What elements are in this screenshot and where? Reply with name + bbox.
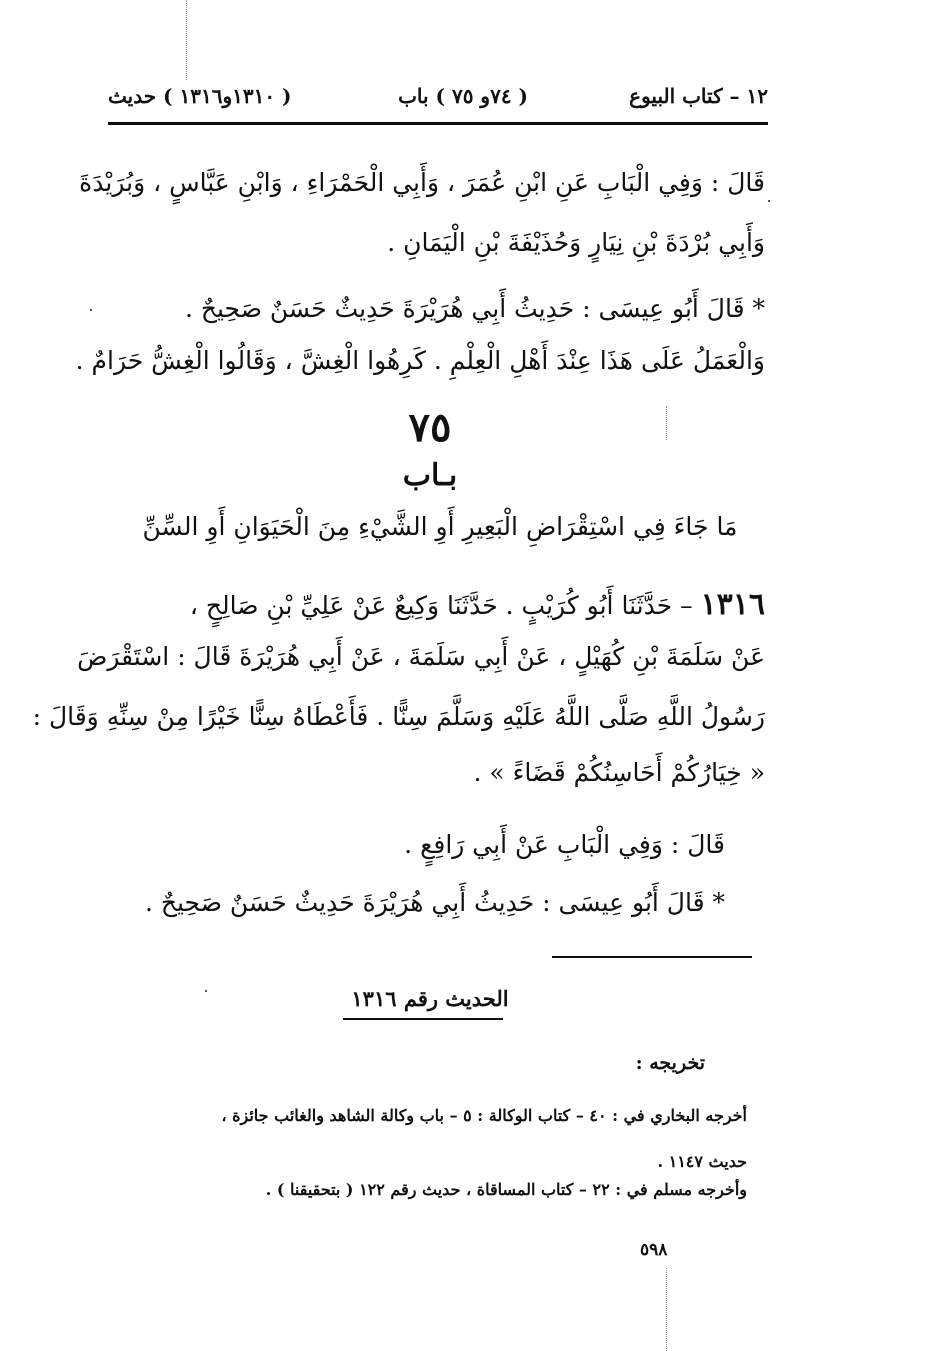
scan-artifact-line <box>186 0 187 80</box>
body-line-2: وَأَبِي بُرْدَةَ بْنِ نِيَارٍ وَحُذَيْفَةَ بْنِ الْيَمَانِ . <box>387 228 765 257</box>
body-line-1: قَالَ : وَفِي الْبَابِ عَنِ ابْنِ عُمَرَ ، وَأَبِي الْحَمْرَاءِ ، وَابْنِ عَبَّاسٍ ، وَبُرَيْدَةَ <box>79 168 765 197</box>
footnote-line-2: حديث ١١٤٧ . <box>657 1152 747 1171</box>
footnote-heading-underline <box>343 1018 503 1020</box>
footnote-heading: الحديث رقم ١٣١٦ <box>351 986 509 1011</box>
chapter-title: مَا جَاءَ فِي اسْتِقْرَاضِ الْبَعِيرِ أَوِ الشَّيْءِ مِنَ الْحَيَوَانِ أَوِ السِّنِّ <box>142 512 738 541</box>
running-header <box>108 84 768 114</box>
scan-artifact-line <box>666 1268 667 1351</box>
scan-speck <box>90 309 92 311</box>
header-rule <box>108 122 768 125</box>
header-hadith-ref: ( ١٣١٠و١٣١٦ ) حديث <box>108 84 292 108</box>
footnote-line-3: وأخرجه مسلم في : ٢٢ – كتاب المساقاة ، حديث رقم ١٢٢ ( بتحقيقنا ) . <box>265 1180 747 1199</box>
body-line-4: وَالْعَمَلُ عَلَى هَذَا عِنْدَ أَهْلِ الْعِلْمِ . كَرِهُوا الْغِشَّ ، وَقَالُوا الْغِشُّ حَرَامٌ . <box>75 346 765 375</box>
hadith-line-6: * قَالَ أَبُو عِيسَى : حَدِيثُ أَبِي هُرَيْرَةَ حَدِيثٌ حَسَنٌ صَحِيحٌ . <box>144 888 725 917</box>
chapter-label: بـاب <box>402 458 458 493</box>
body-line-3: * قَالَ أَبُو عِيسَى : حَدِيثُ أَبِي هُرَيْرَةَ حَدِيثٌ حَسَنٌ صَحِيحٌ . <box>184 294 765 323</box>
chapter-number: ٧٥ <box>408 404 452 451</box>
scan-artifact-line <box>666 406 667 440</box>
page-number: ٥٩٨ <box>640 1240 668 1260</box>
hadith-line-2: عَنْ سَلَمَةَ بْنِ كُهَيْلٍ ، عَنْ أَبِي سَلَمَةَ ، عَنْ أَبِي هُرَيْرَةَ قَالَ : اسْتَقْرَضَ <box>77 642 765 671</box>
hadith-number: ١٣١٦ <box>700 587 765 622</box>
header-chapter-ref: ( ٧٤و ٧٥ ) باب <box>398 84 528 108</box>
footnote-separator <box>552 956 752 958</box>
takhrij-label: تخريجه : <box>635 1052 705 1074</box>
scan-speck <box>768 200 770 202</box>
hadith-line-1-text: – حَدَّثَنَا أَبُو كُرَيْبٍ . حَدَّثَنَا وَكِيعٌ عَنْ عَلِيِّ بْنِ صَالِحٍ ، <box>189 591 693 620</box>
header-page-label: ١٢ – كتاب البيوع <box>629 84 768 108</box>
hadith-line-5: قَالَ : وَفِي الْبَابِ عَنْ أَبِي رَافِعٍ . <box>404 830 725 859</box>
hadith-line-3: رَسُولُ اللَّهِ صَلَّى اللَّهُ عَلَيْهِ وَسَلَّمَ سِنًّا . فَأَعْطَاهُ سِنًّا خَيْرًا مِنْ سِنِّهِ وَقَالَ : <box>32 702 765 731</box>
footnote-line-1: أخرجه البخاري في : ٤٠ – كتاب الوكالة : ٥ – باب وكالة الشاهد والغائب جائزة ، <box>221 1106 747 1125</box>
hadith-line-1 <box>190 588 765 623</box>
scan-speck <box>205 990 207 992</box>
hadith-line-4: « خِيَارُكُمْ أَحَاسِنُكُمْ قَضَاءً » . <box>473 758 765 787</box>
